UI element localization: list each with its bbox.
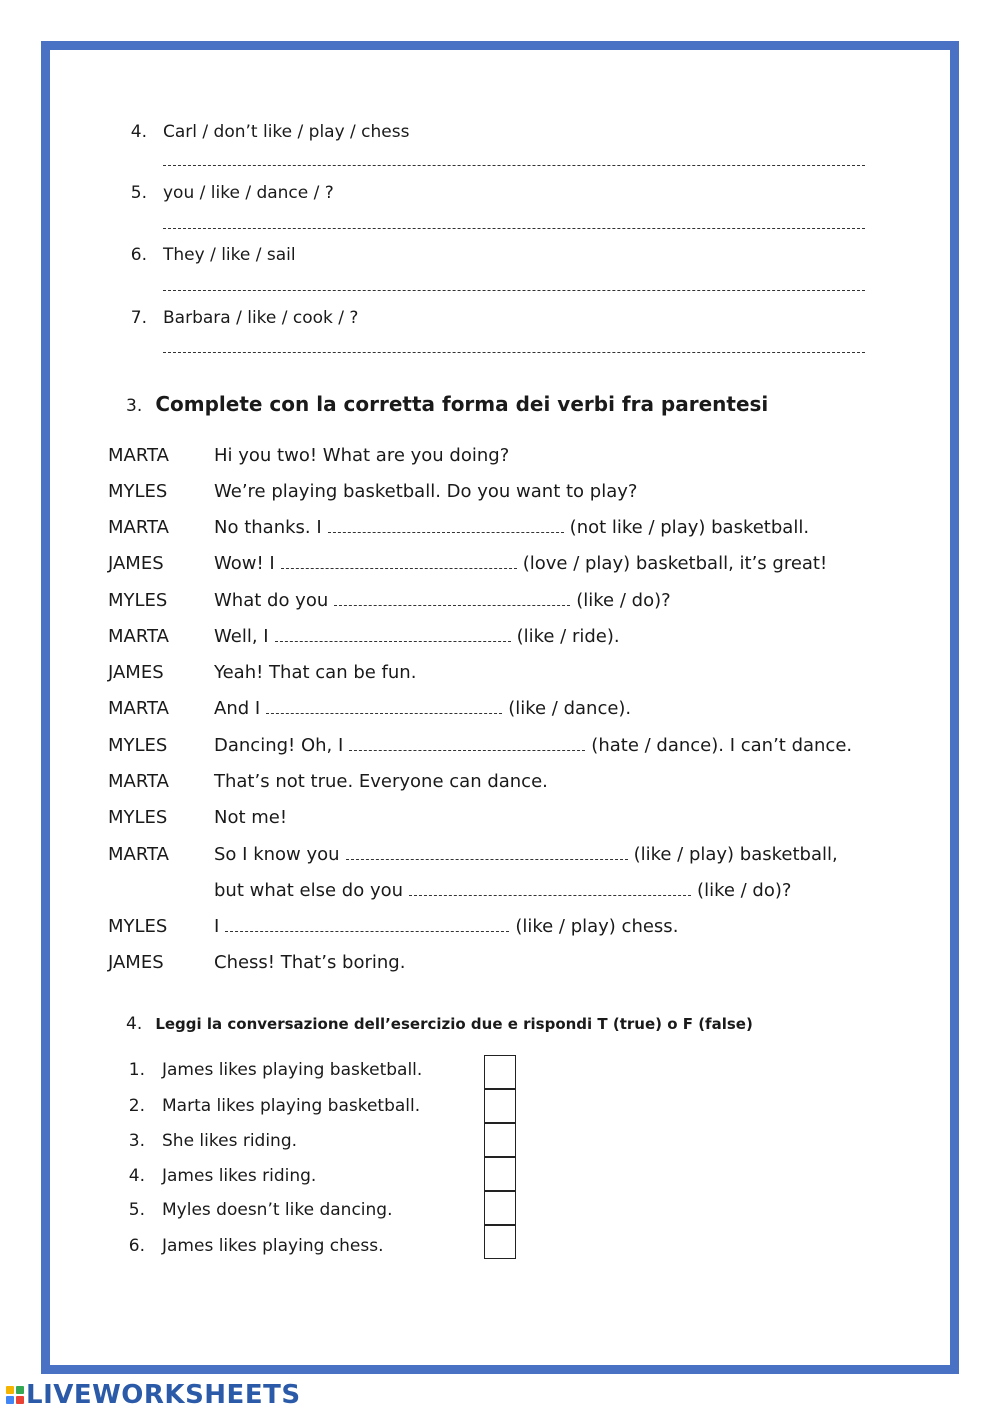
- answer-blank[interactable]: [281, 567, 517, 569]
- dialogue-line: [214, 553, 827, 574]
- dialogue-line: [214, 626, 620, 647]
- tf-statement: James likes riding.: [162, 1166, 317, 1186]
- ex2-item-prompt: Barbara / like / cook / ?: [163, 308, 359, 328]
- line-text: Hi you two! What are you doing?: [214, 445, 510, 466]
- answer-blank[interactable]: [409, 894, 691, 896]
- section4-title: Leggi la conversazione dell’esercizio due e rispondi T (true) o F (false): [155, 1015, 753, 1033]
- brand-name: LIVEWORKSHEETS: [26, 1380, 301, 1410]
- line-text: And I: [214, 698, 261, 719]
- line-text: That’s not true. Everyone can dance.: [214, 771, 548, 792]
- answer-blank[interactable]: [328, 531, 564, 533]
- dialogue-line: [214, 662, 416, 683]
- dialogue-line: [214, 698, 631, 719]
- section3-heading: [126, 392, 768, 416]
- answer-blank[interactable]: [275, 640, 511, 642]
- ex2-item-number: 5.: [130, 183, 147, 203]
- tf-answer-box[interactable]: [484, 1225, 516, 1259]
- dialogue-line: [214, 590, 671, 611]
- ex2-item-number: 7.: [130, 308, 147, 328]
- speaker-label: MYLES: [108, 916, 168, 937]
- ex2-item-prompt: They / like / sail: [163, 245, 296, 265]
- ex2-answer-line[interactable]: [163, 352, 865, 353]
- dialogue-line: [214, 916, 678, 937]
- verb-hint: (not like / play) basketball.: [569, 517, 810, 538]
- tf-statement: She likes riding.: [162, 1131, 298, 1151]
- line-text: Well, I: [214, 626, 269, 647]
- ex2-item-prompt: you / like / dance / ?: [163, 183, 334, 203]
- verb-hint: (like / dance).: [508, 698, 632, 719]
- line-text: So I know you: [214, 844, 340, 865]
- speaker-label: MARTA: [108, 844, 169, 865]
- liveworksheets-logo-icon: [6, 1386, 24, 1404]
- tf-answer-box[interactable]: [484, 1055, 516, 1089]
- dialogue-line: [214, 735, 852, 756]
- verb-hint: (like / do)?: [576, 590, 671, 611]
- dialogue-line: [214, 517, 809, 538]
- line-text: No thanks. I: [214, 517, 322, 538]
- dialogue-line: [214, 771, 548, 792]
- ex2-answer-line[interactable]: [163, 165, 865, 166]
- tf-item-number: 1.: [128, 1060, 145, 1080]
- ex2-item-prompt: Carl / don’t like / play / chess: [163, 122, 410, 142]
- line-text: Chess! That’s boring.: [214, 952, 406, 973]
- dialogue-line: [214, 481, 637, 502]
- tf-answer-box[interactable]: [484, 1191, 516, 1225]
- speaker-label: MARTA: [108, 445, 169, 466]
- tf-answer-box[interactable]: [484, 1123, 516, 1157]
- tf-statement: Myles doesn’t like dancing.: [162, 1200, 393, 1220]
- line-text: but what else do you: [214, 880, 404, 901]
- tf-item-number: 6.: [128, 1236, 145, 1256]
- verb-hint: (like / do)?: [697, 880, 792, 901]
- tf-statement: Marta likes playing basketball.: [162, 1096, 421, 1116]
- speaker-label: JAMES: [108, 952, 164, 973]
- dialogue-line: [214, 807, 287, 828]
- answer-blank[interactable]: [266, 712, 502, 714]
- answer-blank[interactable]: [225, 930, 509, 932]
- tf-statement: James likes playing chess.: [162, 1236, 384, 1256]
- tf-item-number: 2.: [128, 1096, 145, 1116]
- tf-item-number: 3.: [128, 1131, 145, 1151]
- speaker-label: MYLES: [108, 590, 168, 611]
- dialogue-line: [214, 844, 838, 865]
- tf-answer-box[interactable]: [484, 1089, 516, 1123]
- section4-number: 4.: [126, 1014, 143, 1034]
- tf-answer-box[interactable]: [484, 1157, 516, 1191]
- line-text: Yeah! That can be fun.: [214, 662, 417, 683]
- line-text: Wow! I: [214, 553, 275, 574]
- line-text: Dancing! Oh, I: [214, 735, 344, 756]
- speaker-label: JAMES: [108, 553, 164, 574]
- dialogue-line: [214, 952, 405, 973]
- line-text: I: [214, 916, 220, 937]
- verb-hint: (hate / dance). I can’t dance.: [591, 735, 853, 756]
- speaker-label: MYLES: [108, 735, 168, 756]
- speaker-label: MYLES: [108, 807, 168, 828]
- verb-hint: (like / ride).: [516, 626, 620, 647]
- speaker-label: MYLES: [108, 481, 168, 502]
- line-text: Not me!: [214, 807, 288, 828]
- section4-heading: [126, 1014, 753, 1034]
- footer-brand: [6, 1380, 301, 1410]
- answer-blank[interactable]: [346, 858, 628, 860]
- ex2-item-number: 4.: [130, 122, 147, 142]
- speaker-label: MARTA: [108, 698, 169, 719]
- verb-hint: (like / play) basketball,: [633, 844, 838, 865]
- speaker-label: MARTA: [108, 517, 169, 538]
- tf-statement: James likes playing basketball.: [162, 1060, 423, 1080]
- answer-blank[interactable]: [334, 604, 570, 606]
- section3-number: 3.: [126, 396, 143, 416]
- ex2-item-number: 6.: [130, 245, 147, 265]
- speaker-label: JAMES: [108, 662, 164, 683]
- tf-item-number: 4.: [128, 1166, 145, 1186]
- dialogue-line: [214, 880, 791, 901]
- section3-title: Complete con la corretta forma dei verbi fra parentesi: [155, 392, 769, 416]
- answer-blank[interactable]: [349, 749, 585, 751]
- verb-hint: (love / play) basketball, it’s great!: [522, 553, 828, 574]
- ex2-answer-line[interactable]: [163, 290, 865, 291]
- speaker-label: MARTA: [108, 626, 169, 647]
- verb-hint: (like / play) chess.: [515, 916, 679, 937]
- tf-item-number: 5.: [128, 1200, 145, 1220]
- dialogue-line: [214, 445, 509, 466]
- line-text: We’re playing basketball. Do you want to play?: [214, 481, 638, 502]
- speaker-label: MARTA: [108, 771, 169, 792]
- ex2-answer-line[interactable]: [163, 228, 865, 229]
- line-text: What do you: [214, 590, 329, 611]
